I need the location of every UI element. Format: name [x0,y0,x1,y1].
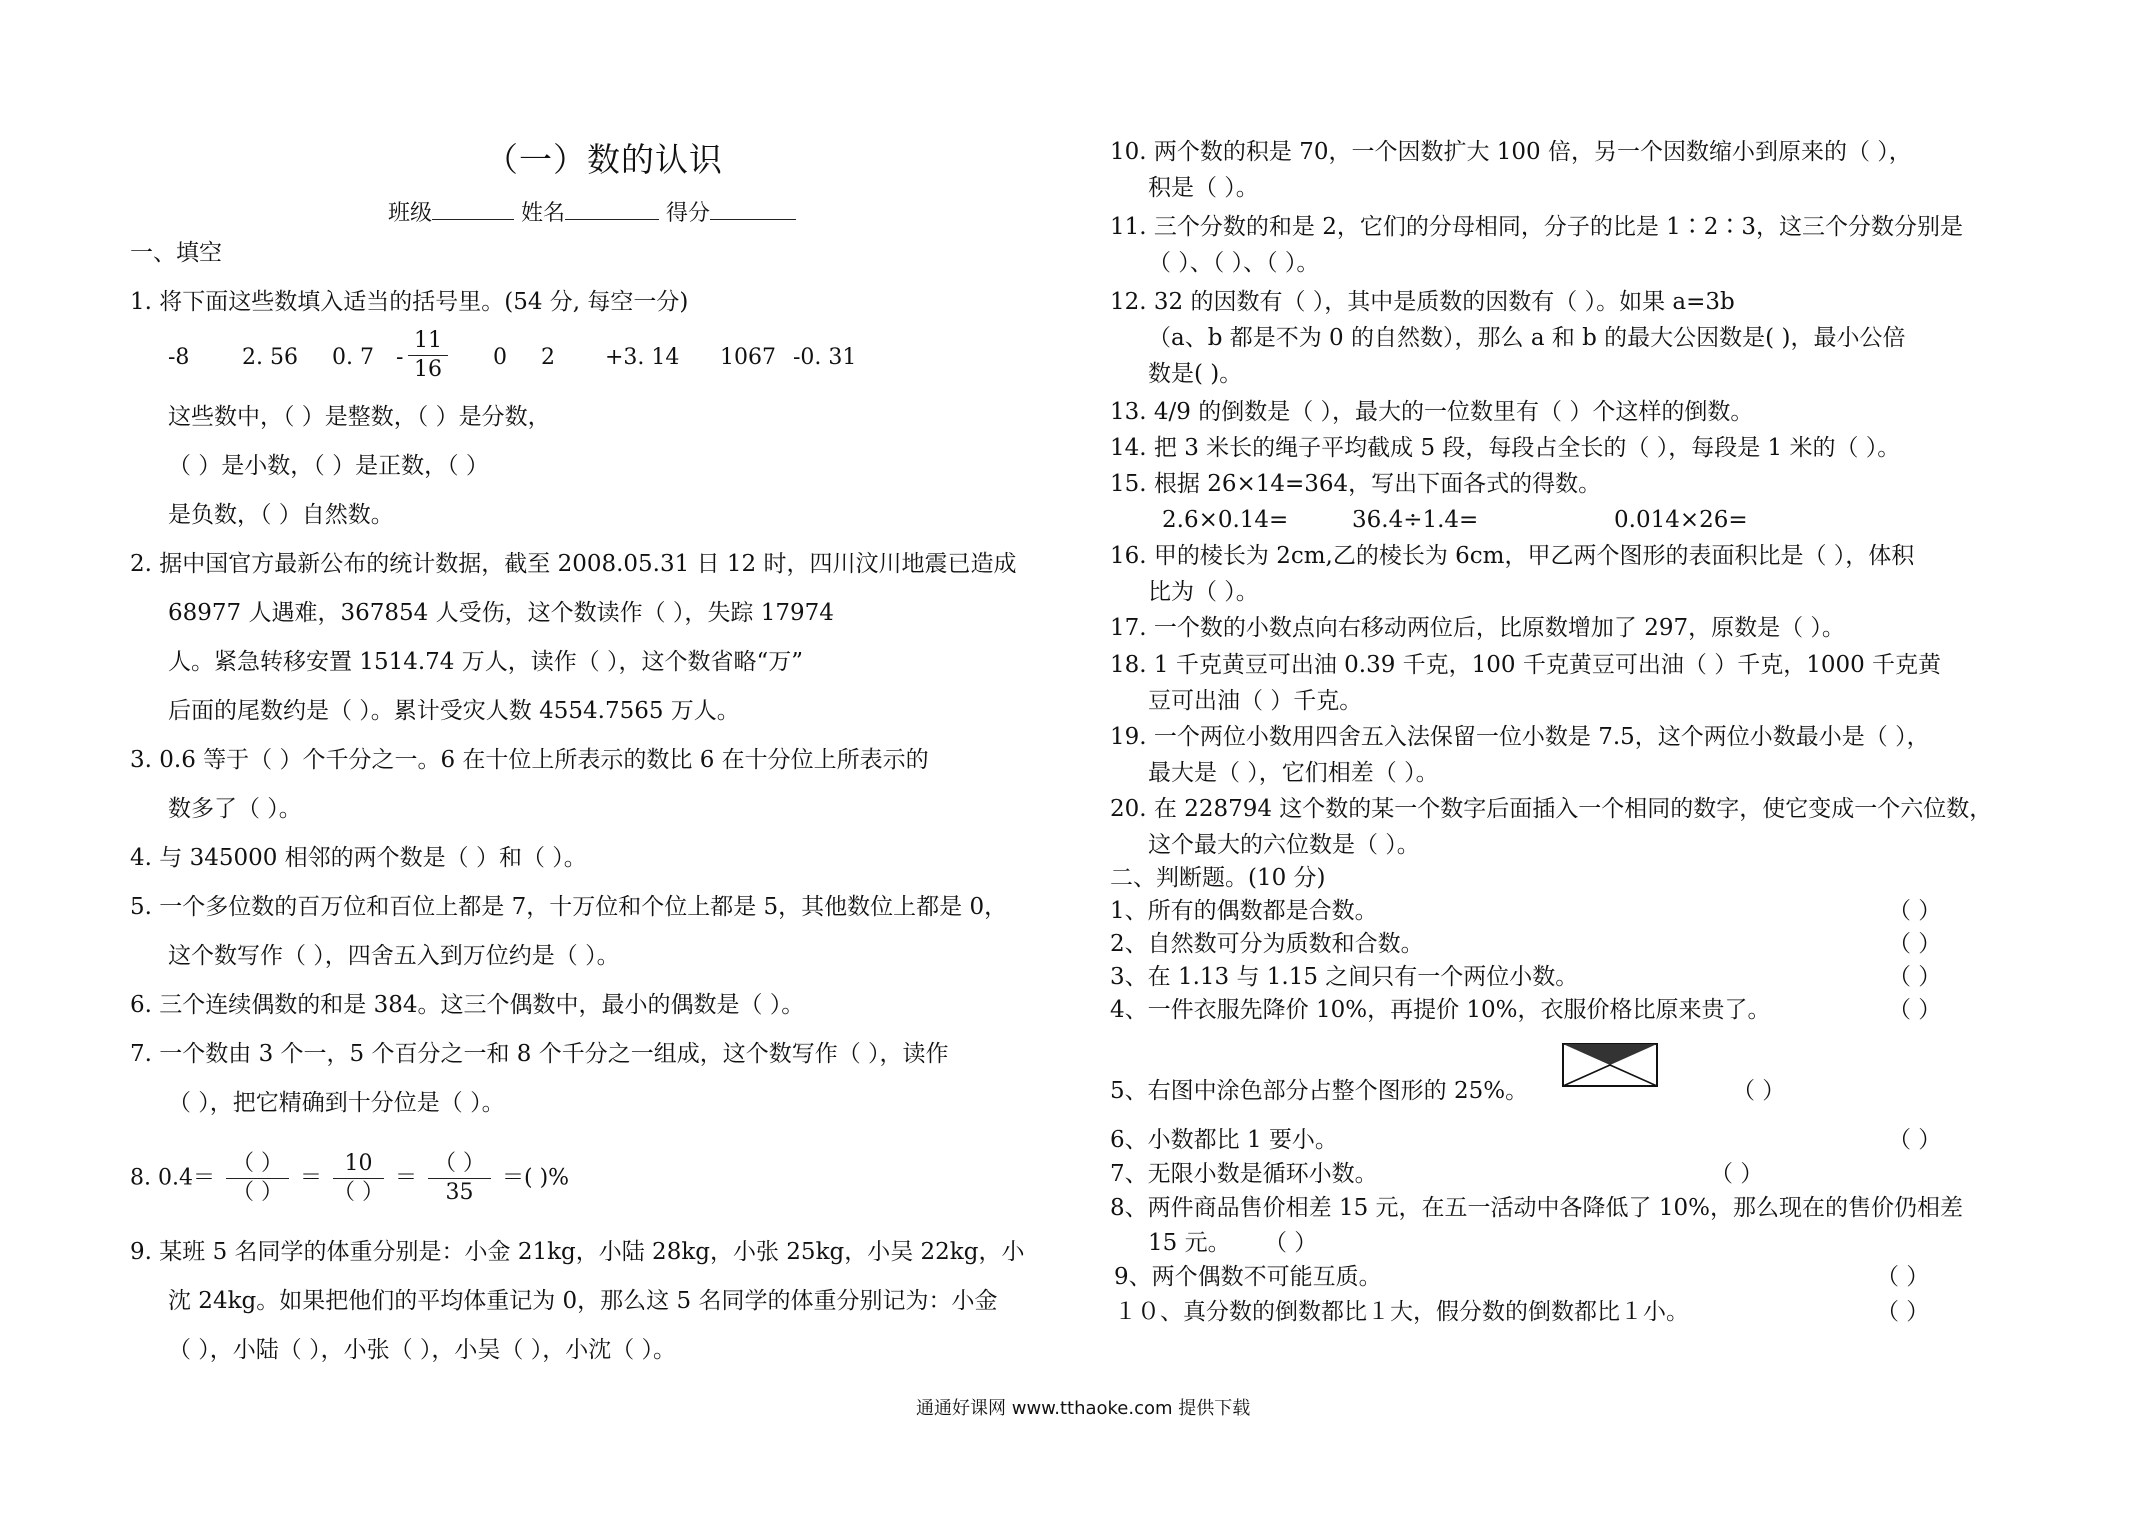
q1-fraction-den: 16 [414,357,442,382]
q15-calc-2: 36.4÷1.4= [1352,507,1479,533]
footer-source: 通通好课网 www.tthaoke.com 提供下载 [916,1398,1251,1419]
q8 [130,1150,569,1207]
tf-item-1: 1、所有的偶数都是合数。 [1110,898,1378,924]
q9-line1: 9. 某班 5 名同学的体重分别是：小金 21kg，小陆 28kg，小张 25kg，小吴 22kg，小 [130,1239,1025,1265]
q19-line2: 最大是（ ），它们相差（ ）。 [1148,760,1439,786]
q8-f2-num: 10 [333,1150,384,1179]
q1-num-8: 1067 [720,345,776,370]
q10-line2: 积是（ ）。 [1148,175,1259,201]
score-blank[interactable] [710,197,796,220]
section2-heading: 二、判断题。(10 分) [1110,865,1326,891]
q1-line1: 这些数中，（ ）是整数，（ ）是分数， [168,404,551,430]
q8-f2-den[interactable]: （ ） [333,1180,384,1205]
class-label: 班级 [388,201,433,226]
q8-eq-2: ＝ [395,1165,418,1191]
q8-eq-1: ＝ [299,1165,322,1191]
tf-item-2: 2、自然数可分为质数和合数。 [1110,931,1424,957]
tf-item-4: 4、一件衣服先降价 10%，再提价 10%，衣服价格比原来贵了。 [1110,997,1771,1023]
q1-fraction [408,327,448,384]
q2-line2: 68977 人遇难，367854 人受伤，这个数读作（ ），失踪 17974 [168,600,834,626]
q2-line4: 后面的尾数约是（ ）。累计受灾人数 4554.7565 万人。 [168,698,740,724]
q3-line2: 数多了（ ）。 [168,796,302,822]
tf-item-8: 8、两件商品售价相差 15 元，在五一活动中各降低了 10%，那么现在的售价仍相差 [1110,1195,1963,1221]
tf-item-8-line2: 15 元。 [1148,1230,1231,1256]
q20-line1: 20. 在 228794 这个数的某一个数字后面插入一个相同的数字，使它变成一个六位数， [1110,796,1993,822]
q16-line1: 16. 甲的棱长为 2cm,乙的棱长为 6cm，甲乙两个图形的表面积比是（ ），体积 [1110,543,1915,569]
q12-line3: 数是( )。 [1148,361,1243,387]
section1-heading: 一、填空 [130,240,222,266]
tf-answer-3[interactable]: （ ） [1888,964,1942,990]
q8-suffix: ＝( )% [502,1165,570,1191]
name-label: 姓名 [521,201,566,226]
q19-line1: 19. 一个两位小数用四舍五入法保留一位小数是 7.5，这个两位小数最小是（ ）， [1110,724,1930,750]
q5-line1: 5. 一个多位数的百万位和百位上都是 7，十万位和个位上都是 5，其他数位上都是 0， [130,894,1008,920]
q6: 6. 三个连续偶数的和是 384。这三个偶数中，最小的偶数是（ ）。 [130,992,805,1018]
q1-num-5: 0 [493,345,507,370]
tf-item-7: 7、无限小数是循环小数。 [1110,1161,1378,1187]
q8-f1-num[interactable]: （ ） [226,1150,289,1179]
tf-item-6: 6、小数都比 1 要小。 [1110,1127,1338,1153]
tf-item-10: １０、真分数的倒数都比１大，假分数的倒数都比１小。 [1114,1299,1689,1325]
q7-line1: 7. 一个数由 3 个一，5 个百分之一和 8 个千分之一组成，这个数写作（ ），读作 [130,1041,949,1067]
q9-line3: （ ），小陆（ ），小张（ ），小吴（ ），小沈（ ）。 [168,1337,677,1363]
tf-answer-10[interactable]: （ ） [1876,1299,1930,1325]
tf-answer-4[interactable]: （ ） [1888,997,1942,1023]
q1-num-1: -8 [168,345,190,370]
q7-line2: （ ），把它精确到十分位是（ ）。 [168,1090,505,1116]
q3-line1: 3. 0.6 等于（ ）个千分之一。6 在十位上所表示的数比 6 在十分位上所表示的 [130,747,929,773]
q1-num-2: 2. 56 [242,345,298,370]
tf-answer-7[interactable]: （ ） [1710,1161,1764,1187]
q18-line1: 18. 1 千克黄豆可出油 0.39 千克，100 千克黄豆可出油（ ）千克，1000 千克黄 [1110,652,1942,678]
q5-line2: 这个数写作（ ），四舍五入到万位约是（ ）。 [168,943,620,969]
q8-f3-num[interactable]: （ ） [428,1150,491,1179]
q2-line3: 人。紧急转移安置 1514.74 万人，读作（ ），这个数省略“万” [168,649,804,675]
q2-line1: 2. 据中国官方最新公布的统计数据，截至 2008.05.31 日 12 时，四川汶川地震已造成 [130,551,1017,577]
q1-line3: 是负数，（ ）自然数。 [168,502,394,528]
q11-line1: 11. 三个分数的和是 2，它们的分母相同，分子的比是 1∶2∶3，这三个分数分别是 [1110,214,1964,240]
tf-answer-1[interactable]: （ ） [1888,898,1942,924]
q1-line2: （ ）是小数，（ ）是正数，（ ） [168,453,489,479]
q9-line2: 沈 24kg。如果把他们的平均体重记为 0，那么这 5 名同学的体重分别记为：小金 [168,1288,998,1314]
q1-num-9: -0. 31 [793,345,857,370]
q15-calc-3: 0.014×26= [1614,507,1748,533]
q1-num-3: 0. 7 [332,345,374,370]
q11-line2: （ ）、（ ）、（ ）。 [1148,250,1320,276]
q15-line1: 15. 根据 26×14=364，写出下面各式的得数。 [1110,471,1602,497]
q12-line2: （a、b 都是不为 0 的自然数），那么 a 和 b 的最大公因数是( )，最小公倍 [1148,325,1906,351]
q12-line1: 12. 32 的因数有（ ），其中是质数的因数有（ ）。如果 a=3b [1110,289,1735,315]
q13: 13. 4/9 的倒数是（ ），最大的一位数里有（ ）个这样的倒数。 [1110,399,1754,425]
q8-f1-den[interactable]: （ ） [231,1180,283,1205]
q4: 4. 与 345000 相邻的两个数是（ ）和（ ）。 [130,845,587,871]
tf-item-5: 5、右图中涂色部分占整个图形的 25%。 [1110,1078,1529,1104]
q1-num-minus: - [396,345,404,370]
q8-fraction-2 [333,1150,384,1207]
q8-fraction-1 [226,1150,289,1207]
tf-item-3: 3、在 1.13 与 1.15 之间只有一个两位小数。 [1110,964,1579,990]
q16-line2: 比为（ ）。 [1148,579,1259,605]
q8-fraction-3 [428,1150,491,1207]
q1-text: 1. 将下面这些数填入适当的括号里。(54 分, 每空一分) [130,289,689,315]
tf-item-9: 9、两个偶数不可能互质。 [1114,1264,1382,1290]
q10-line1: 10. 两个数的积是 70，一个因数扩大 100 倍，另一个因数缩小到原来的（ ）， [1110,139,1912,165]
envelope-figure [1562,1043,1658,1087]
tf-answer-8[interactable]: （ ） [1264,1230,1318,1256]
score-label: 得分 [666,201,711,226]
class-blank[interactable] [432,197,514,220]
q20-line2: 这个最大的六位数是（ ）。 [1148,832,1420,858]
name-blank[interactable] [565,197,659,220]
tf-answer-6[interactable]: （ ） [1888,1127,1942,1153]
q17: 17. 一个数的小数点向右移动两位后，比原数增加了 297，原数是（ ）。 [1110,615,1845,641]
tf-answer-9[interactable]: （ ） [1876,1264,1930,1290]
q14: 14. 把 3 米长的绳子平均截成 5 段，每段占全长的（ ），每段是 1 米的（ ）。 [1110,435,1901,461]
q8-prefix: 8. 0.4＝ [130,1165,215,1191]
page-title: （一）数的认识 [485,140,723,179]
q8-f3-den: 35 [445,1180,474,1205]
q1-num-6: 2 [541,345,555,370]
q1-num-7: +3. 14 [605,345,680,370]
tf-answer-5[interactable]: （ ） [1732,1078,1786,1104]
q1-fraction-num: 11 [408,327,448,356]
tf-answer-2[interactable]: （ ） [1888,931,1942,957]
q18-line2: 豆可出油（ ）千克。 [1148,688,1363,714]
q15-calc-1: 2.6×0.14= [1162,507,1289,533]
student-info-line [388,197,796,229]
